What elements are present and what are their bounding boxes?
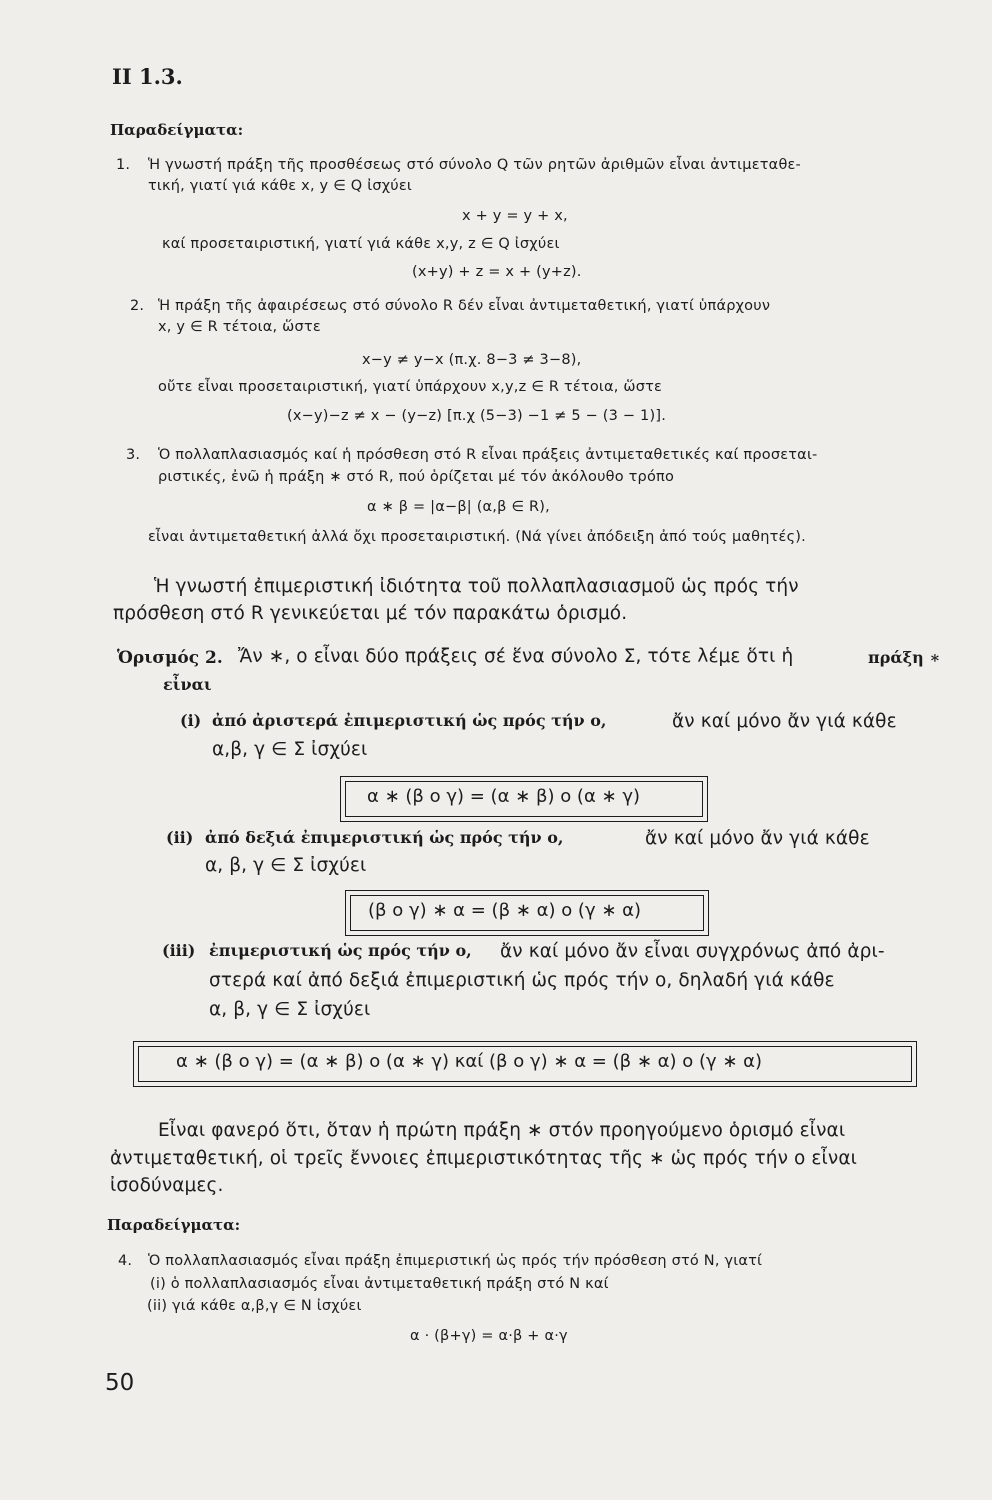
equation: (x+y) + z = x + (y+z). (412, 264, 582, 280)
formula-box-left-distributive (340, 776, 708, 822)
intro-line: πρόσθεση στό R γενικεύεται μέ τόν παρακάτω ὁρισμό. (113, 603, 628, 624)
text-line: Ὁ πολλαπλασιασμός εἶναι πράξη ἐπιμεριστική ὡς πρός τήν πρόσθεση στό N, γιατί (148, 1253, 763, 1269)
text-line: Ὁ πολλαπλασιασμός καί ἡ πρόσθεση στό R εἶναι πράξεις ἀντιμεταθετικές καί προσεται- (158, 447, 818, 463)
text-line: καί προσεταιριστική, γιατί γιά κάθε x,y, z ∈ Q ἰσχύει (162, 236, 560, 252)
text-line: x, y ∈ R τέτοια, ὥστε (158, 319, 321, 335)
clause-bold: ἀπό ἀριστερά ἐπιμεριστική ὡς πρός τήν ο, (212, 711, 607, 730)
formula: (β ο γ) ∗ α = (β ∗ α) ο (γ ∗ α) (368, 900, 642, 921)
examples-heading-2: Παραδείγματα: (107, 1216, 241, 1234)
text-line: Ἡ γνωστή πράξη τῆς προσθέσεως στό σύνολο Q τῶν ρητῶν ἀριθμῶν εἶναι ἀντιμεταθε- (148, 157, 801, 173)
clause-text: στερά καί ἀπό δεξιά ἐπιμεριστική ὡς πρός τήν ο, δηλαδή γιά κάθε (209, 970, 835, 991)
text-line: τική, γιατί γιά κάθε x, y ∈ Q ἰσχύει (148, 178, 413, 194)
equation: x−y ≠ y−x (π.χ. 8−3 ≠ 3−8), (362, 352, 582, 368)
equation: (x−y)−z ≠ x − (y−z) [π.χ (5−3) −1 ≠ 5 − (3 − 1)]. (287, 408, 667, 424)
clause-text: α, β, γ ∈ Σ ἰσχύει (209, 999, 371, 1020)
text-line: οὔτε εἶναι προσεταιριστική, γιατί ὑπάρχουν x,y,z ∈ R τέτοια, ὥστε (158, 379, 663, 395)
equation: α · (β+γ) = α·β + α·γ (410, 1328, 568, 1344)
clause-number: (iii) (162, 941, 196, 960)
examples-heading-1: Παραδείγματα: (110, 121, 244, 139)
text-line: Ἡ πράξη τῆς ἀφαιρέσεως στό σύνολο R δέν εἶναι ἀντιμεταθετική, γιατί ὑπάρχουν (158, 298, 771, 314)
clause-number: (ii) (166, 828, 194, 847)
definition-bold-tail: πράξη ∗ (868, 648, 941, 667)
definition-text: Ἄν ∗, ο εἶναι δύο πράξεις σέ ἕνα σύνολο Σ, τότε λέμε ὅτι ἡ (238, 646, 794, 667)
example-number: 2. (130, 298, 145, 314)
clause-text: α, β, γ ∈ Σ ἰσχύει (205, 855, 367, 876)
clause-text: ἄν καί μόνο ἄν γιά κάθε (672, 711, 897, 732)
example-number: 3. (126, 447, 141, 463)
formula: α ∗ (β ο γ) = (α ∗ β) ο (α ∗ γ) καί (β ο γ) ∗ α = (β ∗ α) ο (γ ∗ α) (176, 1051, 763, 1072)
clause-text: ἄν καί μόνο ἄν εἶναι συγχρόνως ἀπό ἀρι- (500, 941, 885, 962)
intro-line: Ἡ γνωστή ἐπιμεριστική ἰδιότητα τοῦ πολλαπλασιασμοῦ ὡς πρός τήν (154, 576, 799, 597)
equation: α ∗ β = |α−β| (α,β ∈ R), (367, 499, 550, 515)
clause-bold: ἐπιμεριστική ὡς πρός τήν ο, (209, 941, 472, 960)
clause-bold: ἀπό δεξιά ἐπιμεριστική ὡς πρός τήν ο, (205, 828, 564, 847)
definition-line2: εἶναι (163, 675, 212, 694)
text-line: εἶναι ἀντιμεταθετική ἀλλά ὄχι προσεταιριστική. (Νά γίνει ἀπόδειξη ἀπό τούς μαθητές). (148, 529, 806, 545)
example-number: 4. (118, 1253, 133, 1269)
equation: x + y = y + x, (462, 208, 568, 224)
remark-line: ἰσοδύναμες. (110, 1175, 224, 1196)
formula-box-distributive (133, 1041, 917, 1087)
page-number: 50 (105, 1370, 135, 1396)
list-item: (ii) γιά κάθε α,β,γ ∈ N ἰσχύει (147, 1298, 362, 1314)
clause-text: α,β, γ ∈ Σ ἰσχύει (212, 739, 368, 760)
formula: α ∗ (β ο γ) = (α ∗ β) ο (α ∗ γ) (367, 786, 641, 807)
text-line: ριστικές, ἐνῶ ἡ πράξη ∗ στό R, πού ὁρίζεται μέ τόν ἀκόλουθο τρόπο (158, 469, 675, 485)
example-number: 1. (116, 157, 131, 173)
remark-line: Εἶναι φανερό ὅτι, ὅταν ἡ πρώτη πράξη ∗ στόν προηγούμενο ὁρισμό εἶναι (158, 1120, 846, 1141)
list-item: (i) ὁ πολλαπλασιασμός εἶναι ἀντιμεταθετική πράξη στό N καί (150, 1276, 609, 1292)
section-number: ΙΙ 1.3. (112, 64, 183, 89)
definition-label: Ὁρισμός 2. (117, 648, 223, 668)
clause-text: ἄν καί μόνο ἄν γιά κάθε (645, 828, 870, 849)
clause-number: (i) (180, 711, 202, 730)
formula-box-right-distributive (345, 890, 709, 936)
remark-line: ἀντιμεταθετική, οἱ τρεῖς ἔννοιες ἐπιμεριστικότητας τῆς ∗ ὡς πρός τήν ο εἶναι (110, 1148, 857, 1169)
